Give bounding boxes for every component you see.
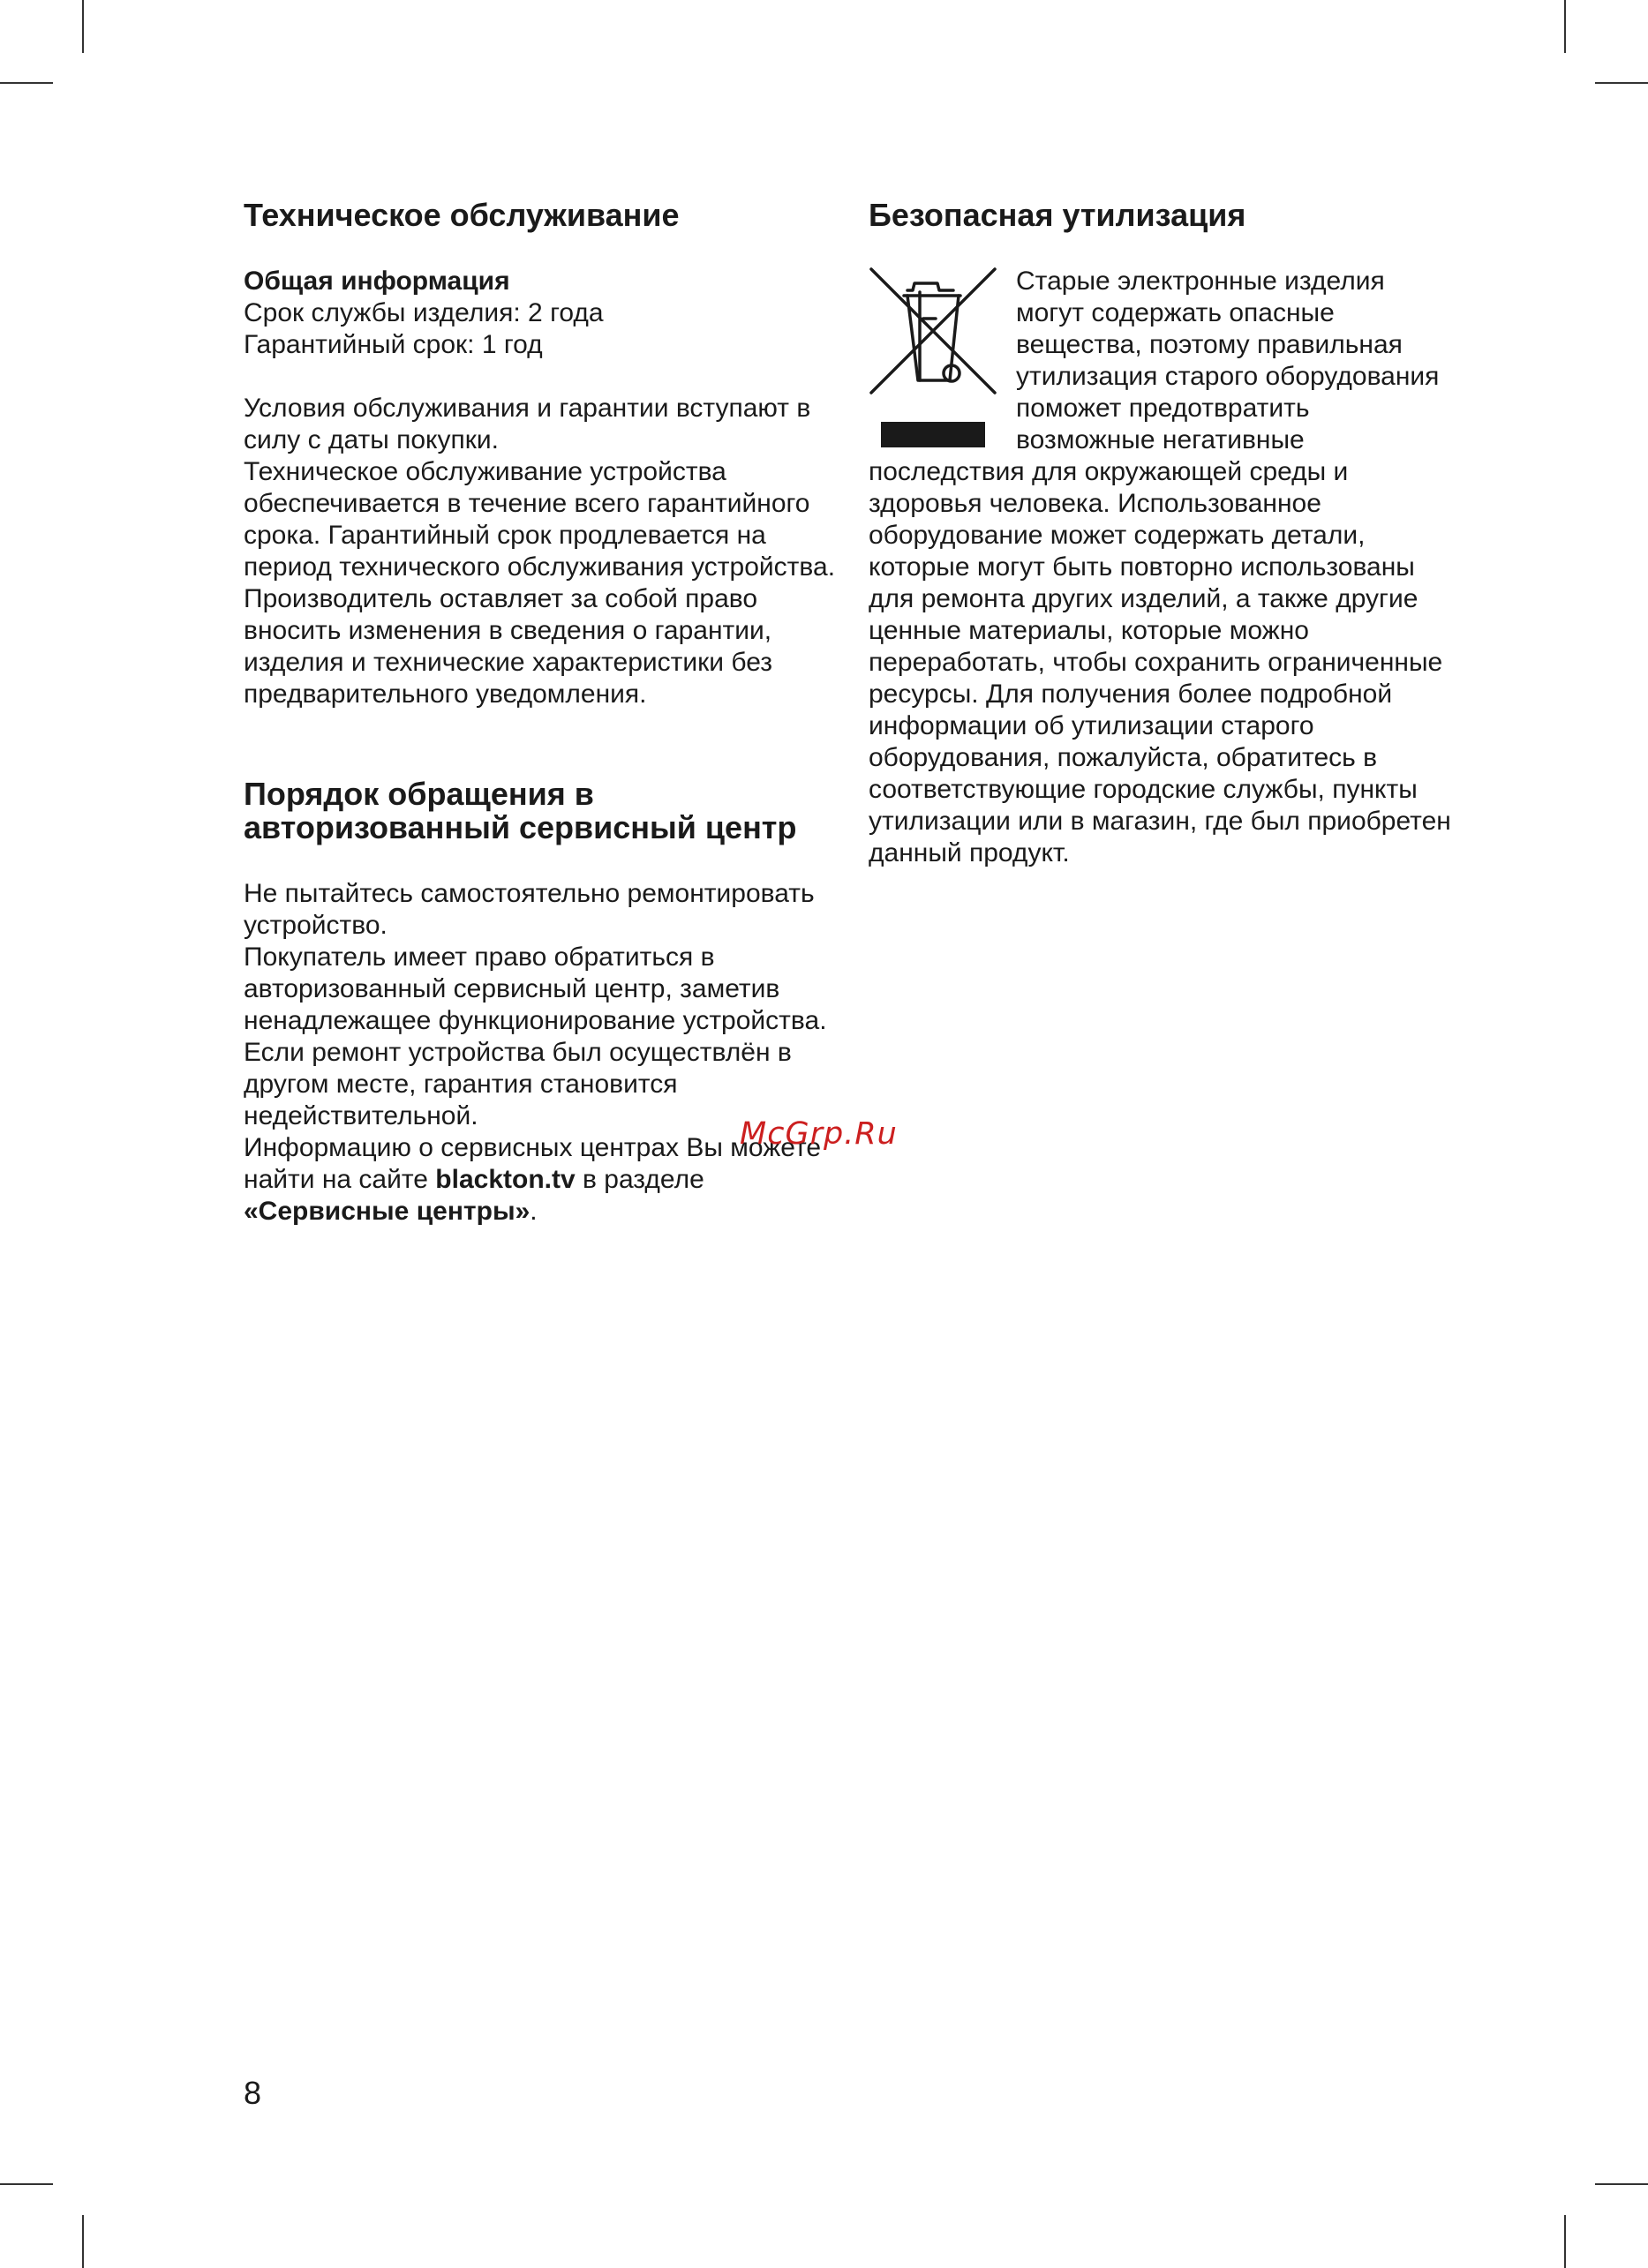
page-number: 8 bbox=[244, 2075, 262, 2111]
watermark: McGrp.Ru bbox=[740, 1116, 898, 1152]
crossed-out-wheelie-bin-icon bbox=[869, 266, 1005, 451]
maintenance-paragraph: Производитель оставляет за собой право вносить изменения в сведения о гарантии, изделия и технические характеристики без предварительного уведомления. bbox=[244, 584, 773, 709]
service-center-paragraph: Если ремонт устройства был осуществлён в другом месте, гарантия становится недействительной. bbox=[244, 1038, 792, 1130]
maintenance-paragraph: Техническое обслуживание устройства обеспечивается в течение всего гарантийного срока. Гарантийный срок продлевается на период технического обслуживания устройства. bbox=[244, 457, 836, 582]
left-column bbox=[244, 199, 844, 1228]
crop-mark bbox=[1595, 82, 1648, 84]
service-center-paragraph: Покупатель имеет право обратиться в авторизованный сервисный центр, заметив ненадлежащее функционирование устройства. bbox=[244, 942, 827, 1035]
disposal-block bbox=[869, 266, 1451, 869]
general-info-block bbox=[244, 266, 844, 710]
info-middle: в разделе bbox=[575, 1165, 704, 1194]
crop-mark bbox=[1564, 2215, 1566, 2268]
service-center-block bbox=[244, 878, 844, 1228]
crop-mark bbox=[0, 82, 53, 84]
crop-mark bbox=[82, 2215, 84, 2268]
site-link[interactable]: blackton.tv bbox=[435, 1165, 576, 1194]
warranty-term-text: Гарантийный срок: 1 год bbox=[244, 330, 543, 359]
service-section-name: «Сервисные центры» bbox=[244, 1197, 531, 1226]
maintenance-title: Техническое обслуживание bbox=[244, 197, 680, 233]
crop-mark bbox=[0, 2183, 53, 2185]
crop-mark bbox=[1564, 0, 1566, 53]
crop-mark bbox=[1595, 2183, 1648, 2185]
disposal-title: Безопасная утилизация bbox=[869, 197, 1246, 233]
service-center-title: Порядок обращения в авторизованный сервисный центр bbox=[244, 776, 797, 845]
right-column bbox=[869, 199, 1451, 869]
disposal-text: Старые электронные изделия могут содержать опасные вещества, поэтому правильная утилизация старого оборудования поможет предотвратить возможные негативные последствия для окружающей среды и здоровья человека. Использованное оборудование может содержать детали, которые могут быть повторно использованы для ремонта других изделий, а также другие ценные материалы, которые можно переработать, чтобы сохранить ограниченные ресурсы. Для получения более подробной информации об утилизации старого оборудования, пожалуйста, обратитесь в соответствующие городские службы, пункты утилизации или в магазин, где был приобретен данный продукт. bbox=[869, 267, 1451, 867]
info-suffix: . bbox=[530, 1197, 538, 1226]
general-info-subtitle: Общая информация bbox=[244, 267, 510, 296]
info-prefix: Информацию о сервисных центрах Вы можете найти на сайте bbox=[244, 1133, 822, 1194]
service-life-text: Срок службы изделия: 2 года bbox=[244, 298, 604, 327]
maintenance-paragraph: Условия обслуживания и гарантии вступают в силу с даты покупки. bbox=[244, 394, 811, 454]
crop-mark bbox=[82, 0, 84, 53]
service-center-paragraph: Не пытайтесь самостоятельно ремонтировать устройство. bbox=[244, 879, 815, 940]
